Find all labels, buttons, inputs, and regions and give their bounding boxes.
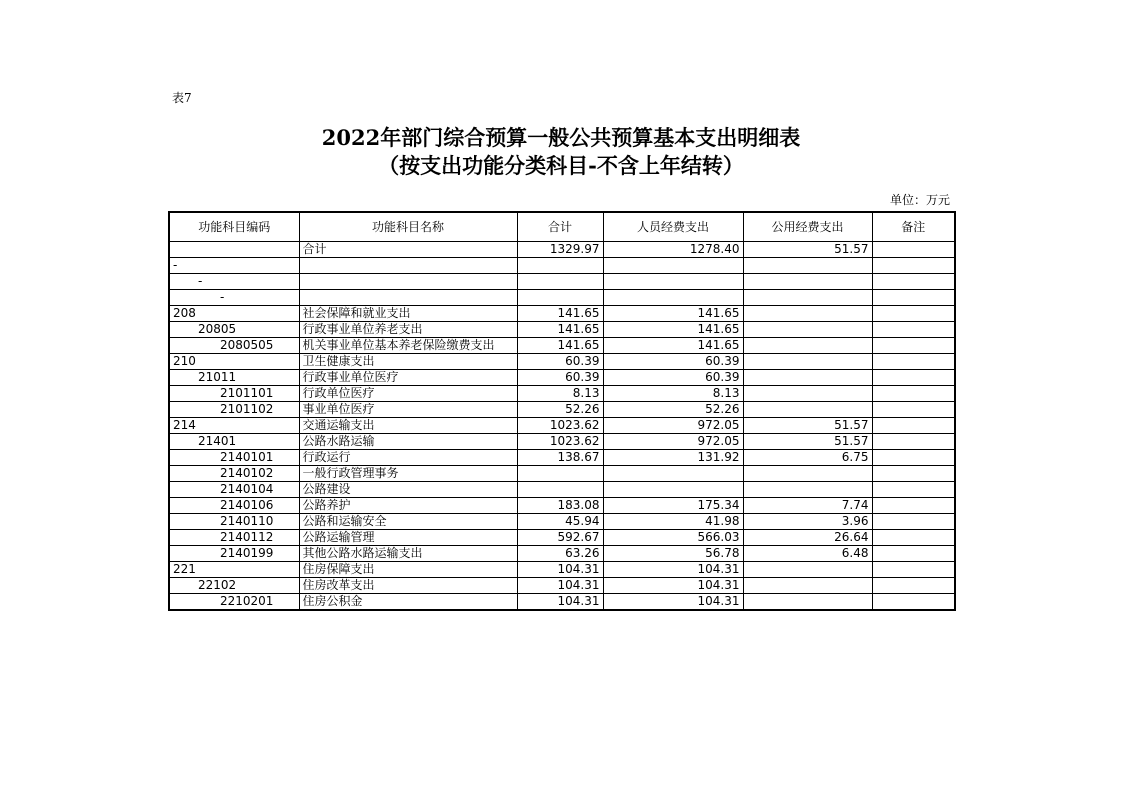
- table-row: [169, 498, 955, 514]
- cell-remark: [872, 322, 955, 338]
- cell-name: 行政事业单位养老支出: [299, 322, 517, 338]
- table-row: [169, 418, 955, 434]
- cell-remark: [872, 450, 955, 466]
- table-row: [169, 450, 955, 466]
- cell-total: 138.67: [517, 450, 603, 466]
- cell-remark: [872, 274, 955, 290]
- page-title: 2022年部门综合预算一般公共预算基本支出明细表: [321, 125, 801, 150]
- cell-remark: [872, 514, 955, 530]
- cell-public: [743, 274, 872, 290]
- cell-remark: [872, 402, 955, 418]
- cell-personnel: 141.65: [603, 338, 743, 354]
- table-row: [169, 274, 955, 290]
- cell-code: 210: [169, 354, 299, 370]
- cell-name: [299, 274, 517, 290]
- table-body: [169, 242, 955, 611]
- cell-total: 63.26: [517, 546, 603, 562]
- budget-table: [168, 211, 956, 611]
- header-personnel: 人员经费支出: [603, 212, 743, 242]
- table-row: [169, 370, 955, 386]
- cell-personnel: 104.31: [603, 562, 743, 578]
- cell-code: 2080505: [169, 338, 299, 354]
- cell-name: 公路和运输安全: [299, 514, 517, 530]
- cell-name: 机关事业单位基本养老保险缴费支出: [299, 338, 517, 354]
- cell-name: 住房改革支出: [299, 578, 517, 594]
- cell-code: 2101101: [169, 386, 299, 402]
- cell-public: [743, 386, 872, 402]
- cell-personnel: 141.65: [603, 306, 743, 322]
- table-row: [169, 594, 955, 611]
- cell-name: [299, 258, 517, 274]
- cell-total: 104.31: [517, 594, 603, 611]
- cell-code: 2140102: [169, 466, 299, 482]
- cell-personnel: 60.39: [603, 370, 743, 386]
- cell-remark: [872, 466, 955, 482]
- page-subtitle: （按支出功能分类科目-不含上年结转）: [378, 153, 744, 178]
- cell-total: 60.39: [517, 370, 603, 386]
- cell-code: 2140104: [169, 482, 299, 498]
- cell-public: 51.57: [743, 434, 872, 450]
- cell-name: 合计: [299, 242, 517, 258]
- cell-public: [743, 306, 872, 322]
- cell-name: 公路水路运输: [299, 434, 517, 450]
- cell-code: 208: [169, 306, 299, 322]
- cell-code: -: [169, 274, 299, 290]
- cell-public: [743, 402, 872, 418]
- cell-name: 公路建设: [299, 482, 517, 498]
- cell-code: 2140106: [169, 498, 299, 514]
- cell-code: -: [169, 290, 299, 306]
- cell-code: 21401: [169, 434, 299, 450]
- cell-code: 2210201: [169, 594, 299, 611]
- cell-remark: [872, 338, 955, 354]
- cell-public: [743, 594, 872, 611]
- cell-personnel: 175.34: [603, 498, 743, 514]
- table-row: [169, 386, 955, 402]
- table-row: [169, 562, 955, 578]
- table-row: [169, 242, 955, 258]
- cell-total: 104.31: [517, 578, 603, 594]
- cell-personnel: 56.78: [603, 546, 743, 562]
- header-remark: 备注: [872, 212, 955, 242]
- table-number-label: 表7: [172, 91, 192, 105]
- table-row: [169, 514, 955, 530]
- cell-total: 60.39: [517, 354, 603, 370]
- cell-name: 公路养护: [299, 498, 517, 514]
- table-row: [169, 578, 955, 594]
- cell-public: [743, 370, 872, 386]
- cell-total: 183.08: [517, 498, 603, 514]
- cell-public: [743, 562, 872, 578]
- cell-personnel: 141.65: [603, 322, 743, 338]
- cell-personnel: [603, 274, 743, 290]
- header-name: 功能科目名称: [299, 212, 517, 242]
- cell-name: 一般行政管理事务: [299, 466, 517, 482]
- table-row: [169, 434, 955, 450]
- cell-public: 26.64: [743, 530, 872, 546]
- cell-personnel: [603, 258, 743, 274]
- cell-name: 卫生健康支出: [299, 354, 517, 370]
- cell-personnel: 104.31: [603, 578, 743, 594]
- cell-name: 其他公路水路运输支出: [299, 546, 517, 562]
- cell-public: [743, 482, 872, 498]
- table-row: [169, 466, 955, 482]
- cell-total: 592.67: [517, 530, 603, 546]
- cell-personnel: 972.05: [603, 434, 743, 450]
- cell-remark: [872, 578, 955, 594]
- cell-name: 社会保障和就业支出: [299, 306, 517, 322]
- cell-personnel: [603, 482, 743, 498]
- cell-code: 22102: [169, 578, 299, 594]
- cell-remark: [872, 354, 955, 370]
- header-row: [169, 212, 955, 242]
- table-row: [169, 530, 955, 546]
- cell-name: 事业单位医疗: [299, 402, 517, 418]
- cell-remark: [872, 242, 955, 258]
- cell-public: [743, 466, 872, 482]
- table-row: [169, 338, 955, 354]
- cell-total: 141.65: [517, 306, 603, 322]
- cell-code: 20805: [169, 322, 299, 338]
- cell-total: 52.26: [517, 402, 603, 418]
- cell-remark: [872, 258, 955, 274]
- cell-public: 7.74: [743, 498, 872, 514]
- cell-total: [517, 482, 603, 498]
- cell-total: [517, 274, 603, 290]
- cell-name: 住房保障支出: [299, 562, 517, 578]
- cell-personnel: 104.31: [603, 594, 743, 611]
- table-header: [169, 212, 955, 242]
- cell-remark: [872, 418, 955, 434]
- cell-public: [743, 354, 872, 370]
- cell-public: 3.96: [743, 514, 872, 530]
- cell-remark: [872, 546, 955, 562]
- table-row: [169, 482, 955, 498]
- table-row: [169, 546, 955, 562]
- cell-personnel: [603, 466, 743, 482]
- cell-code: 2101102: [169, 402, 299, 418]
- cell-remark: [872, 498, 955, 514]
- cell-personnel: 131.92: [603, 450, 743, 466]
- cell-name: 交通运输支出: [299, 418, 517, 434]
- cell-total: [517, 258, 603, 274]
- cell-total: 1023.62: [517, 434, 603, 450]
- cell-remark: [872, 386, 955, 402]
- cell-personnel: 52.26: [603, 402, 743, 418]
- cell-remark: [872, 594, 955, 611]
- unit-label: 单位：万元: [889, 193, 950, 207]
- cell-public: [743, 578, 872, 594]
- cell-personnel: 41.98: [603, 514, 743, 530]
- cell-public: 6.48: [743, 546, 872, 562]
- cell-total: 141.65: [517, 322, 603, 338]
- cell-public: [743, 258, 872, 274]
- cell-remark: [872, 370, 955, 386]
- cell-personnel: 1278.40: [603, 242, 743, 258]
- cell-remark: [872, 434, 955, 450]
- cell-total: 141.65: [517, 338, 603, 354]
- cell-name: 行政运行: [299, 450, 517, 466]
- cell-public: 6.75: [743, 450, 872, 466]
- cell-public: 51.57: [743, 418, 872, 434]
- cell-total: [517, 466, 603, 482]
- cell-personnel: [603, 290, 743, 306]
- cell-name: [299, 290, 517, 306]
- cell-total: 1023.62: [517, 418, 603, 434]
- cell-name: 住房公积金: [299, 594, 517, 611]
- cell-public: [743, 322, 872, 338]
- header-total: 合计: [517, 212, 603, 242]
- cell-code: 21011: [169, 370, 299, 386]
- cell-code: -: [169, 258, 299, 274]
- cell-remark: [872, 530, 955, 546]
- table-row: [169, 258, 955, 274]
- cell-code: 2140199: [169, 546, 299, 562]
- cell-public: 51.57: [743, 242, 872, 258]
- cell-total: 1329.97: [517, 242, 603, 258]
- cell-code: [169, 242, 299, 258]
- cell-code: 2140110: [169, 514, 299, 530]
- table-row: [169, 402, 955, 418]
- cell-name: 行政单位医疗: [299, 386, 517, 402]
- cell-personnel: 566.03: [603, 530, 743, 546]
- cell-remark: [872, 482, 955, 498]
- cell-total: 45.94: [517, 514, 603, 530]
- cell-total: 8.13: [517, 386, 603, 402]
- cell-public: [743, 338, 872, 354]
- cell-remark: [872, 306, 955, 322]
- cell-personnel: 8.13: [603, 386, 743, 402]
- header-public: 公用经费支出: [743, 212, 872, 242]
- cell-total: 104.31: [517, 562, 603, 578]
- header-code: 功能科目编码: [169, 212, 299, 242]
- cell-total: [517, 290, 603, 306]
- cell-name: 公路运输管理: [299, 530, 517, 546]
- table-row: [169, 322, 955, 338]
- cell-code: 214: [169, 418, 299, 434]
- cell-remark: [872, 562, 955, 578]
- cell-public: [743, 290, 872, 306]
- cell-personnel: 60.39: [603, 354, 743, 370]
- cell-personnel: 972.05: [603, 418, 743, 434]
- table-row: [169, 306, 955, 322]
- cell-code: 2140101: [169, 450, 299, 466]
- table-row: [169, 354, 955, 370]
- cell-remark: [872, 290, 955, 306]
- cell-code: 221: [169, 562, 299, 578]
- table-row: [169, 290, 955, 306]
- cell-name: 行政事业单位医疗: [299, 370, 517, 386]
- cell-code: 2140112: [169, 530, 299, 546]
